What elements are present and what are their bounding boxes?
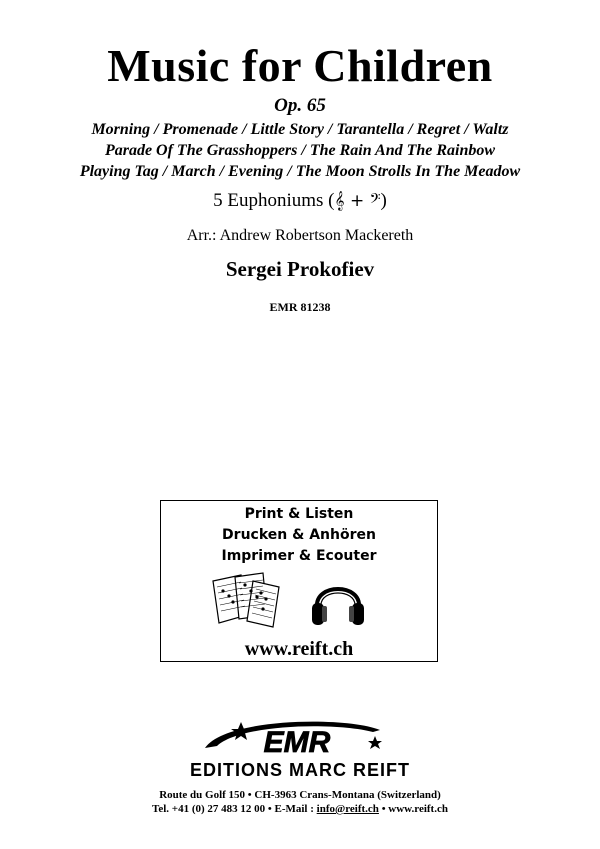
arranger: Arr.: Andrew Robertson Mackereth xyxy=(186,227,414,244)
publisher-contact xyxy=(0,801,600,817)
contact-prefix: Tel. +41 (0) 27 483 12 00 • E-Mail : xyxy=(152,803,317,815)
emr-logo xyxy=(145,712,455,782)
opus-number: Op. 65 xyxy=(274,95,326,116)
promo-line-imprimer: Imprimer & Ecouter xyxy=(221,548,377,564)
instrumentation-close: ) xyxy=(380,190,387,211)
composer: Sergei Prokofiev xyxy=(225,257,375,281)
movement-line-2: Parade Of The Grasshoppers / The Rain And The Rainbow xyxy=(104,142,496,159)
logo-text: EMR xyxy=(263,726,331,759)
print-listen-box xyxy=(160,500,438,662)
publisher-address: Route du Golf 150 • CH-3963 Crans-Montana (Switzerland) xyxy=(159,789,441,801)
contact-suffix: • www.reift.ch xyxy=(378,803,448,815)
promo-line-print-listen: Print & Listen xyxy=(244,506,354,522)
movement-list xyxy=(0,119,600,182)
email-link[interactable]: info@reift.ch xyxy=(316,803,379,815)
clef-symbols: 𝄞 + 𝄢 xyxy=(334,191,381,211)
title: Music for Children xyxy=(107,40,493,91)
headphones-icon xyxy=(309,573,367,629)
catalog-number: EMR 81238 xyxy=(269,300,331,314)
instrumentation xyxy=(0,189,600,213)
website-link[interactable]: www.reift.ch xyxy=(244,638,354,660)
movement-line-3: Playing Tag / March / Evening / The Moon Strolls In The Meadow xyxy=(79,163,521,180)
sheet-music-icon xyxy=(211,571,283,629)
publisher-name: EDITIONS MARC REIFT xyxy=(190,760,410,780)
promo-line-drucken: Drucken & Anhören xyxy=(222,527,376,543)
instrumentation-text: 5 Euphoniums ( xyxy=(213,190,335,211)
movement-line-1: Morning / Promenade / Little Story / Tarantella / Regret / Waltz xyxy=(91,121,509,138)
